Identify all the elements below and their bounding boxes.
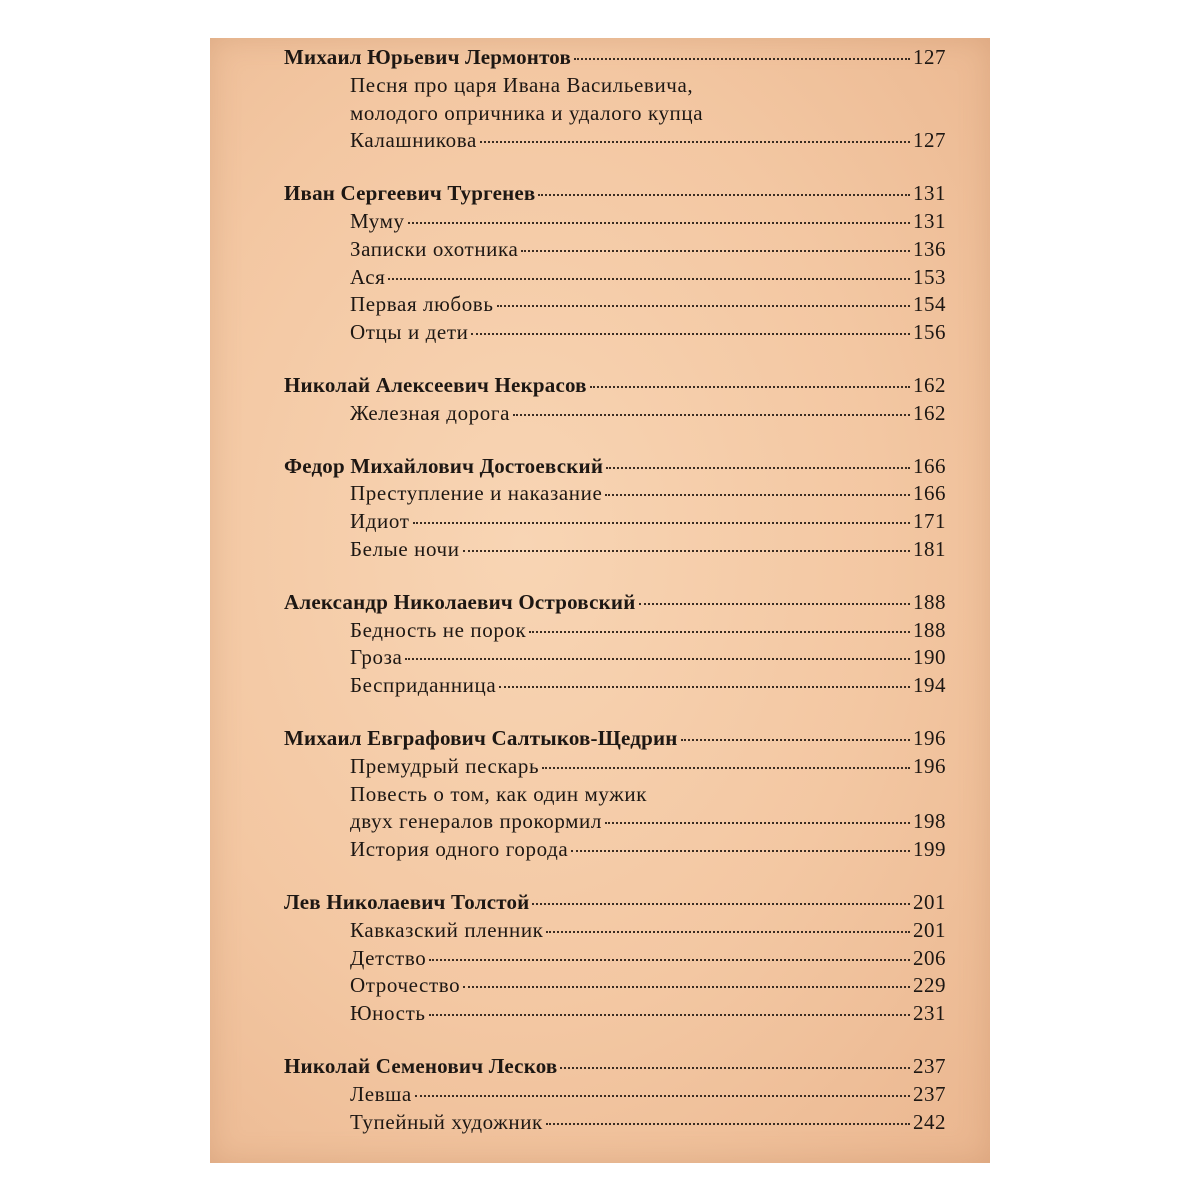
dot-leader: [429, 959, 910, 961]
author-section: [284, 1053, 946, 1136]
page-number: 196: [913, 753, 946, 778]
work-title: двух генералов прокормил: [350, 809, 602, 834]
page-number: 198: [913, 809, 946, 834]
work-title: Премудрый пескарь: [350, 753, 540, 778]
work-entry: [284, 1109, 946, 1137]
dot-leader: [413, 522, 911, 524]
dot-leader: [529, 631, 910, 633]
author-section: [284, 180, 946, 347]
page-number: 199: [913, 837, 946, 862]
author-name: Александр Николаевич Островский: [284, 589, 636, 614]
author-name: Федор Михайлович Достоевский: [284, 453, 604, 478]
work-title-line: Песня про царя Ивана Васильевича,: [350, 72, 694, 97]
page-number: 166: [913, 453, 946, 478]
work-entry: [284, 1081, 946, 1109]
dot-leader: [405, 658, 910, 660]
dot-leader: [639, 603, 911, 605]
work-entry: [284, 536, 946, 564]
page-number: 201: [913, 917, 946, 942]
dot-leader: [388, 278, 910, 280]
work-title: Отцы и дети: [350, 320, 469, 345]
page-number: 127: [913, 128, 946, 153]
work-entry: [284, 617, 946, 645]
page-number: 242: [913, 1109, 946, 1134]
work-entry: [284, 972, 946, 1000]
page-number: 156: [913, 320, 946, 345]
dot-leader: [546, 1123, 910, 1125]
dot-leader: [574, 58, 910, 60]
work-entry: [284, 291, 946, 319]
author-section: [284, 725, 946, 864]
page-number: 171: [913, 509, 946, 534]
work-title: Кавказский пленник: [350, 917, 544, 942]
author-entry: [284, 1053, 946, 1081]
work-title: Первая любовь: [350, 292, 494, 317]
dot-leader: [480, 141, 910, 143]
work-entry: [284, 236, 946, 264]
author-name: Михаил Евграфович Салтыков-Щедрин: [284, 725, 678, 750]
dot-leader: [542, 767, 910, 769]
dot-leader: [463, 550, 910, 552]
page-number: 237: [913, 1081, 946, 1106]
work-title: Отрочество: [350, 973, 461, 998]
work-title: Записки охотника: [350, 236, 519, 261]
work-title-line: молодого опричника и удалого купца: [350, 100, 704, 125]
work-title: Белые ночи: [350, 536, 460, 561]
author-section: [284, 453, 946, 564]
page-number: 237: [913, 1053, 946, 1078]
page-number: 188: [913, 617, 946, 642]
page-number: 136: [913, 236, 946, 261]
author-entry: [284, 725, 946, 753]
table-of-contents: [284, 44, 946, 1136]
page-number: 162: [913, 400, 946, 425]
page-number: 181: [913, 536, 946, 561]
work-title: Бедность не порок: [350, 617, 527, 642]
dot-leader: [513, 414, 910, 416]
author-entry: [284, 180, 946, 208]
work-title: Муму: [350, 208, 405, 233]
dot-leader: [606, 467, 910, 469]
page-number: 154: [913, 292, 946, 317]
work-entry: [284, 644, 946, 672]
work-entry: [284, 319, 946, 347]
author-section: [284, 372, 946, 428]
author-section: [284, 44, 946, 155]
work-entry: [284, 836, 946, 864]
author-name: Лев Николаевич Толстой: [284, 889, 530, 914]
work-entry: [284, 672, 946, 700]
page-number: 190: [913, 645, 946, 670]
dot-leader: [605, 494, 910, 496]
work-entry: [284, 264, 946, 292]
work-title: Калашникова: [350, 128, 477, 153]
work-title: Юность: [350, 1001, 426, 1026]
work-title: Идиот: [350, 509, 410, 534]
author-entry: [284, 889, 946, 917]
page-number: 194: [913, 673, 946, 698]
page-number: 162: [913, 372, 946, 397]
book-page: [210, 38, 990, 1163]
work-entry: [284, 400, 946, 428]
page-number: 131: [913, 208, 946, 233]
dot-leader: [497, 305, 910, 307]
work-title: Гроза: [350, 645, 403, 670]
author-name: Михаил Юрьевич Лермонтов: [284, 45, 572, 69]
page-number: 127: [913, 45, 946, 69]
author-entry: [284, 453, 946, 481]
page-number: 231: [913, 1001, 946, 1026]
page-number: 131: [913, 181, 946, 206]
page-number: 188: [913, 589, 946, 614]
page-number: 153: [913, 264, 946, 289]
author-name: Николай Алексеевич Некрасов: [284, 372, 587, 397]
work-title: Ася: [350, 264, 386, 289]
dot-leader: [521, 250, 910, 252]
work-entry: [284, 1000, 946, 1028]
dot-leader: [429, 1014, 910, 1016]
author-entry: [284, 372, 946, 400]
dot-leader: [499, 686, 910, 688]
work-title: Железная дорога: [350, 400, 511, 425]
work-title: Преступление и наказание: [350, 481, 603, 506]
work-entry: [284, 945, 946, 973]
page-number: 166: [913, 481, 946, 506]
dot-leader: [408, 222, 910, 224]
work-entry: [284, 808, 946, 836]
page-number: 229: [913, 973, 946, 998]
work-title-line: Повесть о том, как один мужик: [350, 781, 647, 806]
author-section: [284, 889, 946, 1028]
work-title: Детство: [350, 945, 427, 970]
work-title: Левша: [350, 1081, 412, 1106]
dot-leader: [415, 1095, 910, 1097]
dot-leader: [463, 986, 910, 988]
dot-leader: [605, 822, 910, 824]
work-entry: [284, 127, 946, 155]
work-title: Тупейный художник: [350, 1109, 543, 1134]
page-number: 201: [913, 889, 946, 914]
page-number: 206: [913, 945, 946, 970]
dot-leader: [546, 931, 910, 933]
work-entry: [284, 753, 946, 781]
work-entry: [284, 917, 946, 945]
work-entry: [284, 480, 946, 508]
dot-leader: [538, 194, 910, 196]
dot-leader: [471, 333, 910, 335]
author-name: Николай Семенович Лесков: [284, 1053, 558, 1078]
page-number: 196: [913, 725, 946, 750]
dot-leader: [571, 850, 910, 852]
work-entry: [284, 508, 946, 536]
dot-leader: [532, 903, 910, 905]
work-entry: [284, 208, 946, 236]
dot-leader: [560, 1067, 910, 1069]
dot-leader: [681, 739, 910, 741]
work-title: История одного города: [350, 837, 569, 862]
author-entry: [284, 589, 946, 617]
author-section: [284, 589, 946, 700]
author-entry: [284, 44, 946, 72]
author-name: Иван Сергеевич Тургенев: [284, 181, 536, 206]
work-title: Бесприданница: [350, 673, 497, 698]
dot-leader: [590, 386, 910, 388]
